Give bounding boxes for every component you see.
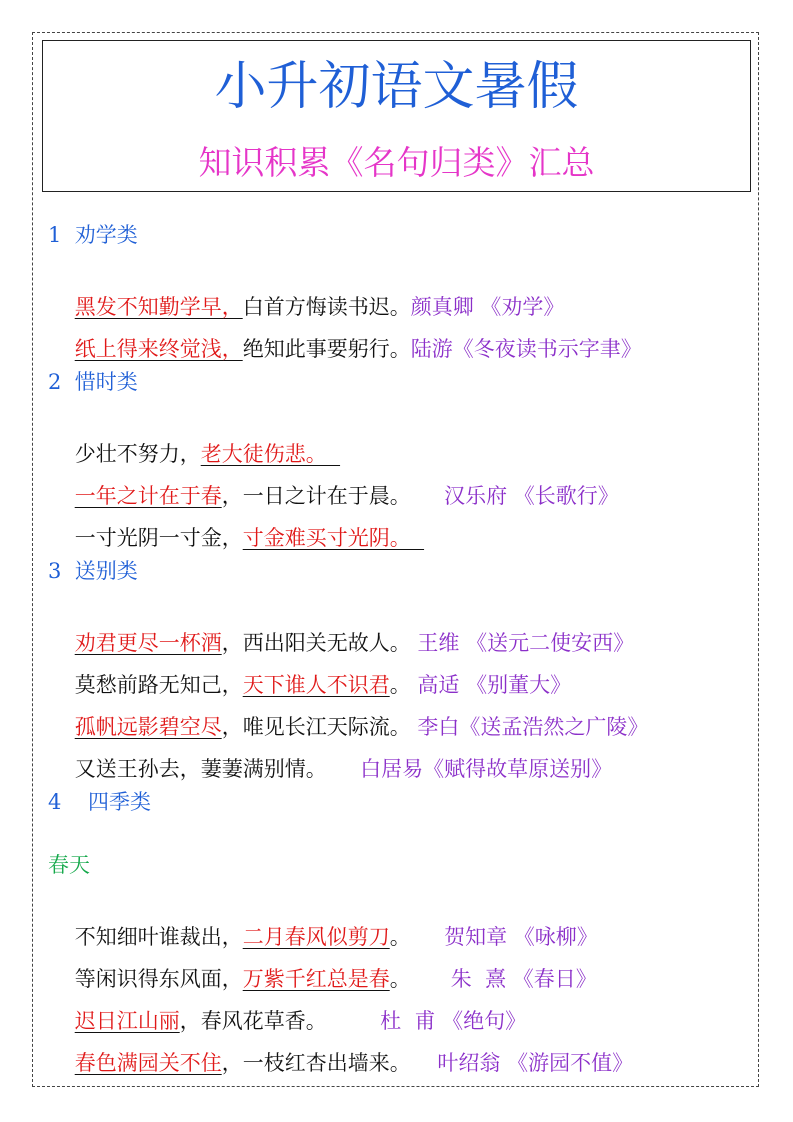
- section-heading-songbie: 3 送别类: [48, 559, 138, 583]
- quote-text: 白首方悔读书迟。: [242, 295, 411, 319]
- section-heading-quanxue: 1 劝学类: [48, 223, 138, 247]
- highlight-phrase: 寸金难买寸光阴。: [242, 526, 425, 550]
- section-heading-siji: 4 四季类: [48, 790, 152, 814]
- quote-text: 少壮不努力，: [74, 442, 201, 466]
- quote-line: [48, 493, 748, 583]
- quote-source: 贺知章 《咏柳》: [444, 925, 598, 949]
- quote-source: 朱 熹 《春日》: [450, 967, 597, 991]
- quote-source: 汉乐府 《长歌行》: [444, 484, 619, 508]
- highlight-phrase: 孤帆远影碧空尽: [74, 715, 222, 739]
- quote-line: [48, 1018, 748, 1108]
- quote-source: 高适 《别董大》: [417, 673, 572, 697]
- quote-text: 不知细叶谁裁出，: [74, 925, 243, 949]
- quote-text: 等闲识得东风面，: [74, 967, 243, 991]
- quote-source: 颜真卿 《劝学》: [410, 295, 565, 319]
- quote-text: 一寸光阴一寸金，: [74, 526, 243, 550]
- quote-text: ，春风花草香。: [179, 1009, 381, 1033]
- quote-source: 叶绍翁 《游园不值》: [437, 1051, 634, 1075]
- highlight-phrase: 劝君更尽一杯酒: [74, 631, 222, 655]
- highlight-phrase: 春色满园关不住: [74, 1051, 222, 1075]
- quote-text: 。: [389, 967, 451, 991]
- quote-source: 白居易《赋得故草原送别》: [360, 757, 613, 781]
- quote-line: [48, 724, 748, 814]
- quote-text: 又送王孙去，萋萋满别情。: [74, 757, 361, 781]
- page-subtitle: 知识积累《名句归类》汇总: [198, 143, 595, 182]
- quote-text: ，西出阳关无故人。: [221, 631, 418, 655]
- highlight-phrase: 一年之计在于春: [74, 484, 222, 508]
- highlight-phrase: 天下谁人不识君: [242, 673, 390, 697]
- quote-source: 李白《送孟浩然之广陵》: [417, 715, 649, 739]
- quote-source: 陆游《冬夜读书示字聿》: [410, 337, 642, 361]
- quote-line: [48, 304, 748, 394]
- subsection-heading-spring: 春天: [48, 853, 90, 877]
- quote-text: 莫愁前路无知己，: [74, 673, 243, 697]
- highlight-phrase: 万紫千红总是春: [242, 967, 390, 991]
- highlight-phrase: 黑发不知勤学早，: [74, 295, 243, 319]
- quote-text: ，一枝红杏出墙来。: [221, 1051, 438, 1075]
- quote-text: 。: [389, 925, 445, 949]
- quote-text: 绝知此事要躬行。: [242, 337, 411, 361]
- highlight-phrase: 二月春风似剪刀: [242, 925, 390, 949]
- highlight-phrase: 纸上得来终觉浅，: [74, 337, 243, 361]
- page-title: 小升初语文暑假: [214, 57, 579, 117]
- quote-text: 。: [389, 673, 418, 697]
- quote-source: 王维 《送元二使安西》: [417, 631, 635, 655]
- quote-text: ，唯见长江天际流。: [221, 715, 418, 739]
- highlight-phrase: 迟日江山丽: [74, 1009, 180, 1033]
- quote-text: ，一日之计在于晨。: [221, 484, 445, 508]
- highlight-phrase: 老大徒伤悲。: [200, 442, 341, 466]
- title-box: [42, 40, 751, 192]
- quote-source: 杜 甫 《绝句》: [380, 1009, 527, 1033]
- section-heading-xishi: 2 惜时类: [48, 370, 138, 394]
